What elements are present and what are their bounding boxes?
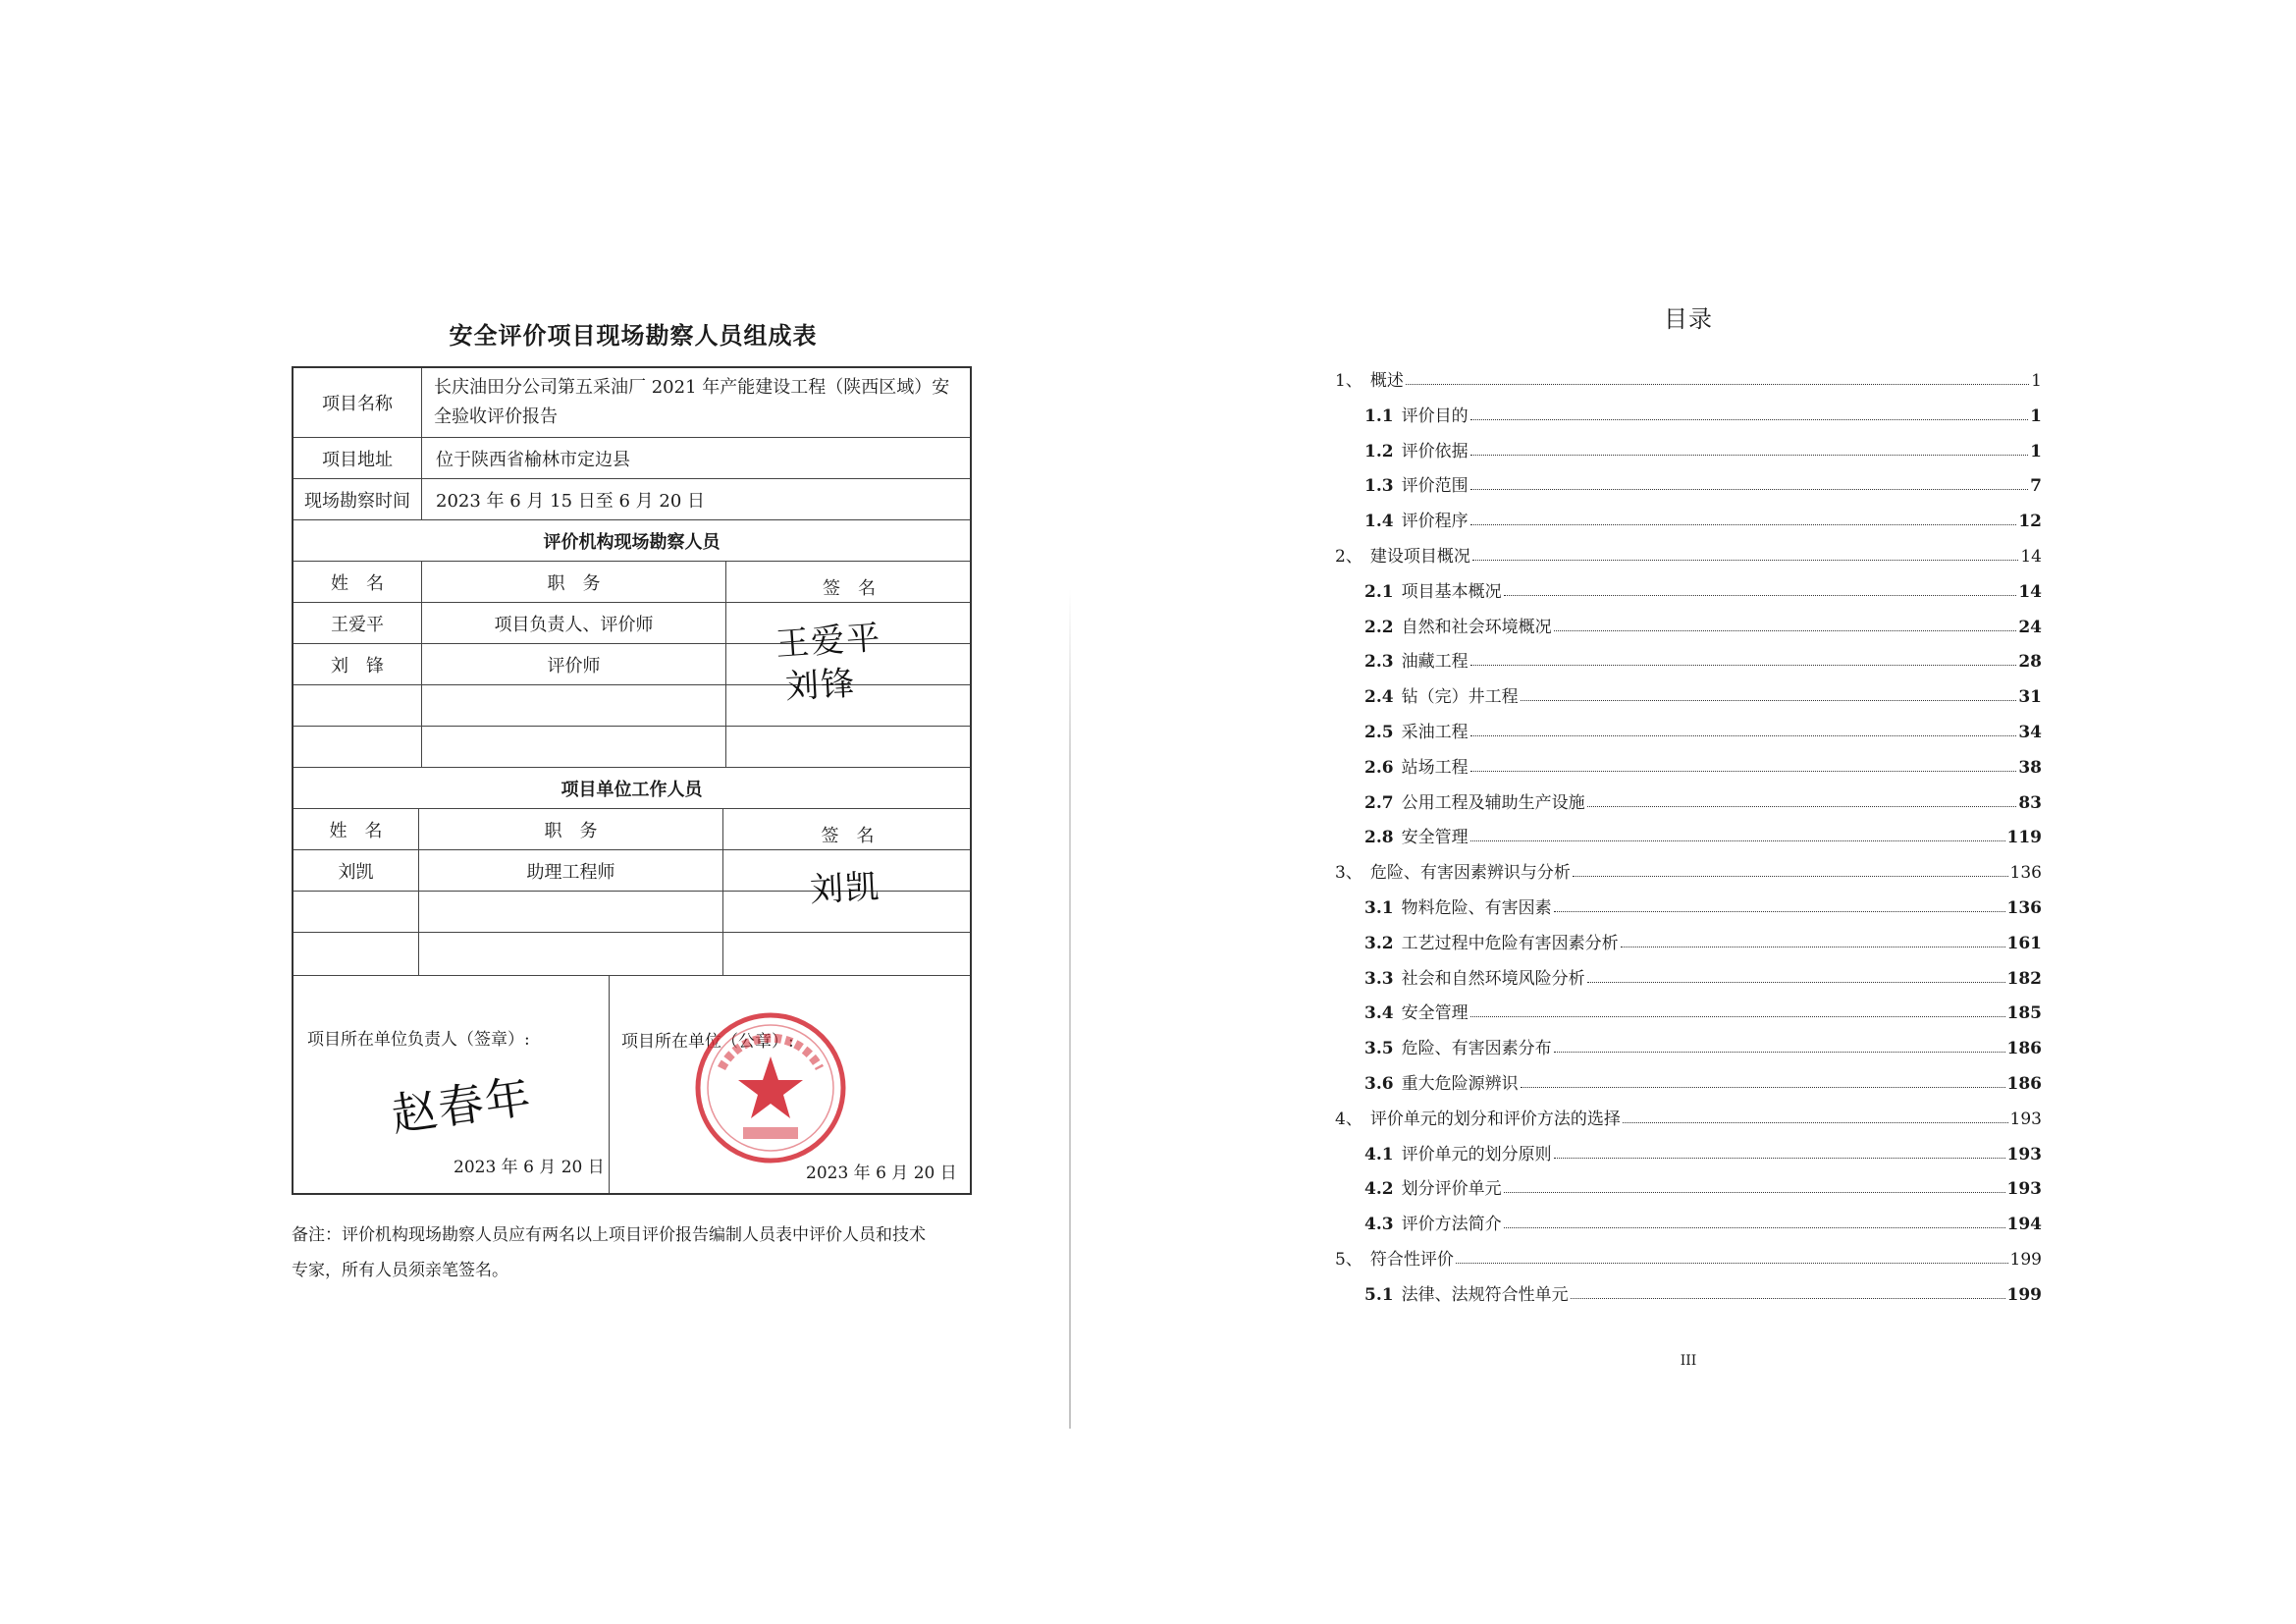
toc-leader-dots [1554,1051,2005,1053]
toc-entry-number: 2.5 [1364,723,1394,742]
toc-entry [1364,715,2042,742]
toc-entry [1364,644,2042,672]
toc-entry-number: 3.2 [1364,933,1394,953]
toc-entry [1364,399,2042,426]
agency-section-heading: 评价机构现场勘察人员 [543,531,721,553]
toc-entry-number: 5.1 [1364,1284,1394,1305]
toc-entry-page: 7 [2030,476,2042,497]
toc-entry-page: 194 [2006,1215,2042,1235]
toc-entry-number: 2.3 [1364,652,1394,673]
toc-entry-title: 项目基本概况 [1401,581,1502,602]
toc-leader-dots [1470,664,2017,666]
toc-entry-number: 2.2 [1364,617,1394,637]
toc-entry-number: 2.7 [1364,792,1394,813]
toc-leader-dots [1406,383,2029,385]
toc-leader-dots [1470,1015,2005,1017]
person-role: 项目负责人、评价师 [422,603,726,643]
unit-section-heading: 项目单位工作人员 [561,779,703,800]
toc-entry-page: 14 [2020,547,2042,567]
project-address-value: 位于陕西省榆林市定边县 [436,449,630,470]
toc-leader-dots [1456,1262,2008,1264]
toc-entry [1335,855,2042,883]
agency-section-heading-row [294,520,970,562]
toc-entry-page: 12 [2018,512,2042,532]
toc-leader-dots [1470,734,2017,736]
toc-entry [1364,996,2042,1023]
toc-entry-title: 采油工程 [1401,723,1468,742]
toc-entry [1364,434,2042,461]
toc-entry-page: 1 [2031,371,2042,391]
toc-entry-page: 199 [2006,1284,2042,1305]
toc-title: 目录 [1664,305,1713,333]
toc-entry-page: 182 [2006,968,2042,989]
toc-entry-page: 136 [2006,898,2042,918]
person-name: 刘凯 [294,850,419,891]
survey-time-label: 现场勘察时间 [294,479,422,519]
toc-entry [1364,1137,2042,1164]
signature-wang-aiping: 王爱平 [774,618,883,665]
toc-entry-title: 划分评价单元 [1401,1179,1502,1200]
toc-entry-page: 119 [2006,828,2042,848]
toc-entry [1364,785,2042,813]
toc-entry-number: 3.6 [1364,1074,1394,1094]
table-row-empty [294,727,970,768]
toc-leader-dots [1470,418,2029,420]
toc-entry-title: 安全管理 [1401,1003,1468,1024]
person-name: 王爱平 [294,603,422,643]
toc-entry [1364,610,2042,637]
toc-entry-page: 193 [2006,1179,2042,1200]
toc-leader-dots [1472,559,2019,561]
unit-seal-label: 项目所在单位（公章）: [621,1032,794,1052]
toc-entry-page: 28 [2018,652,2042,673]
toc-entry-page: 83 [2018,792,2042,813]
toc-leader-dots [1470,770,2017,772]
note-line-1: 备注：评价机构现场勘察人员应有两名以上项目评价报告编制人员表中评价人员和技术 [292,1225,926,1245]
toc-entry-page: 186 [2006,1039,2042,1059]
toc-entry-title: 评价范围 [1401,476,1468,497]
signature-liu-feng: 刘锋 [784,664,858,707]
survey-personnel-form [292,366,972,1195]
toc-entry-number: 4、 [1335,1109,1362,1129]
toc-entry-page: 38 [2018,757,2042,778]
toc-entry-page: 34 [2018,723,2042,742]
toc-leader-dots [1573,875,2008,877]
toc-entry [1364,891,2042,918]
toc-leader-dots [1554,1157,2005,1159]
toc-entry-title: 评价依据 [1401,441,1468,461]
row-project-address [294,438,970,479]
toc-entry-title: 评价程序 [1401,512,1468,532]
toc-entry-number: 1.1 [1364,406,1394,426]
toc-entry [1364,1066,2042,1094]
toc-entry-page: 199 [2009,1250,2042,1270]
form-note [292,1218,979,1288]
toc-entry-number: 2.4 [1364,687,1394,708]
toc-entry-page: 1 [2030,441,2042,461]
project-address-label: 项目地址 [294,438,422,478]
toc-leader-dots [1470,454,2029,456]
note-line-2: 专家，所有人员须亲笔签名。 [292,1261,508,1280]
toc-leader-dots [1621,946,2005,947]
toc-entry-page: 161 [2006,933,2042,953]
toc-leader-dots [1470,523,2017,525]
col-name-header: 姓 名 [294,809,419,849]
toc-leader-dots [1504,1191,2005,1193]
toc-entry [1364,926,2042,953]
toc-entry [1364,820,2042,847]
toc-leader-dots [1587,805,2017,807]
toc-entry [1364,1277,2042,1305]
toc-entry-title: 建设项目概况 [1369,547,1470,567]
toc-entry [1364,1207,2042,1234]
toc-entry-number: 3.4 [1364,1003,1394,1024]
col-role-header: 职 务 [422,562,726,602]
toc-entry-title: 危险、有害因素辨识与分析 [1369,863,1571,884]
toc-entry-title: 自然和社会环境概况 [1401,617,1552,637]
toc-entry [1364,468,2042,496]
toc-entry-page: 24 [2018,617,2042,637]
toc-entry-title: 物料危险、有害因素 [1401,898,1552,918]
signature-leader: 赵春年 [388,1069,536,1142]
leader-date: 2023 年 6 月 20 日 [454,1158,605,1177]
toc-entry-title: 评价方法简介 [1401,1215,1502,1235]
toc-leader-dots [1504,1226,2005,1228]
toc-entry-number: 1、 [1335,371,1362,391]
toc-entry [1364,750,2042,778]
unit-column-headers [294,809,970,850]
table-row-empty [294,685,970,727]
person-role: 助理工程师 [419,850,723,891]
toc-entry-page: 14 [2018,581,2042,602]
toc-entry-number: 2、 [1335,547,1362,567]
agency-column-headers [294,562,970,603]
project-name-value: 长庆油田分公司第五采油厂 2021 年产能建设工程（陕西区域）安全验收评价报告 [434,377,950,427]
toc-entry-number: 1.2 [1364,441,1394,461]
toc-entry-number: 1.4 [1364,512,1394,532]
toc-entry-title: 社会和自然环境风险分析 [1401,968,1585,989]
toc-entry-title: 评价单元的划分原则 [1401,1144,1552,1164]
toc-entry [1335,539,2042,567]
toc-entry-number: 1.3 [1364,476,1394,497]
survey-time-value: 2023 年 6 月 15 日至 6 月 20 日 [436,490,706,512]
toc-entry [1335,1242,2042,1270]
toc-leader-dots [1504,594,2017,596]
row-project-name [294,368,970,438]
toc-entry-number: 3.3 [1364,968,1394,989]
col-name-header: 姓 名 [294,562,422,602]
toc-entry-number: 3.1 [1364,898,1394,918]
toc-entry-page: 31 [2018,687,2042,708]
toc-entry-number: 4.2 [1364,1179,1394,1200]
leader-label: 项目所在单位负责人（签章）: [307,1030,530,1050]
toc-entry-title: 站场工程 [1401,757,1468,778]
red-star-seal-icon [692,1009,849,1166]
toc-leader-dots [1470,488,2029,490]
toc-leader-dots [1521,699,2017,701]
toc-entry-title: 法律、法规符合性单元 [1401,1284,1569,1305]
toc-entry-title: 评价单元的划分和评价方法的选择 [1369,1109,1621,1129]
toc-entry-number: 2.8 [1364,828,1394,848]
toc-entry-page: 136 [2009,863,2042,884]
toc-entry-title: 重大危险源辨识 [1401,1074,1519,1094]
toc-entry-page: 186 [2006,1074,2042,1094]
toc-entry-page: 185 [2006,1003,2042,1024]
toc-entry-number: 5、 [1335,1250,1362,1270]
toc-leader-dots [1571,1297,2005,1299]
form-title: 安全评价项目现场勘察人员组成表 [449,321,818,350]
toc-entry [1364,1031,2042,1058]
toc-leader-dots [1470,839,2005,841]
toc-entry [1364,961,2042,989]
toc-entry-title: 危险、有害因素分布 [1401,1039,1552,1059]
toc-entry-number: 3.5 [1364,1039,1394,1059]
page-gutter [1069,589,1071,1429]
signature-liu-kai: 刘凯 [809,867,882,910]
toc-entry-title: 工艺过程中危险有害因素分析 [1401,933,1619,953]
project-name-label: 项目名称 [294,368,422,437]
toc-entry-title: 符合性评价 [1369,1250,1454,1270]
toc-leader-dots [1554,629,2017,631]
person-name: 刘 锋 [294,644,422,684]
toc-entry-number: 2.6 [1364,757,1394,778]
toc-leader-dots [1623,1121,2008,1123]
toc-entry-number: 4.3 [1364,1215,1394,1235]
toc-entry [1364,504,2042,531]
toc-entry-title: 公用工程及辅助生产设施 [1401,792,1585,813]
toc-entry-number: 3、 [1335,863,1362,884]
toc-entry-title: 安全管理 [1401,828,1468,848]
toc-leader-dots [1521,1086,2005,1088]
toc-entry [1364,574,2042,602]
toc-entry [1335,1102,2042,1129]
toc-entry [1364,679,2042,707]
toc-leader-dots [1554,910,2005,912]
toc-entry-page: 193 [2006,1144,2042,1164]
toc-entry [1335,363,2042,391]
toc-entry-title: 评价目的 [1401,406,1468,426]
person-role: 评价师 [422,644,726,684]
toc-entry-title: 油藏工程 [1401,652,1468,673]
unit-section-heading-row [294,768,970,809]
toc-entry-page: 1 [2030,406,2042,426]
toc-entry-number: 2.1 [1364,581,1394,602]
unit-date: 2023 年 6 月 20 日 [806,1164,957,1183]
row-survey-time [294,479,970,520]
col-sign-header: 签 名 [821,825,875,846]
col-sign-header: 签 名 [823,577,876,599]
toc-leader-dots [1587,981,2005,983]
toc-entry-title: 概述 [1369,371,1404,391]
toc-entry-number: 4.1 [1364,1144,1394,1164]
col-role-header: 职 务 [419,809,723,849]
toc-entry [1364,1171,2042,1199]
table-row-empty [294,933,970,976]
toc-entry-title: 钻（完）井工程 [1401,687,1519,708]
page-number: III [1680,1353,1697,1369]
toc-entry-page: 193 [2009,1109,2042,1129]
